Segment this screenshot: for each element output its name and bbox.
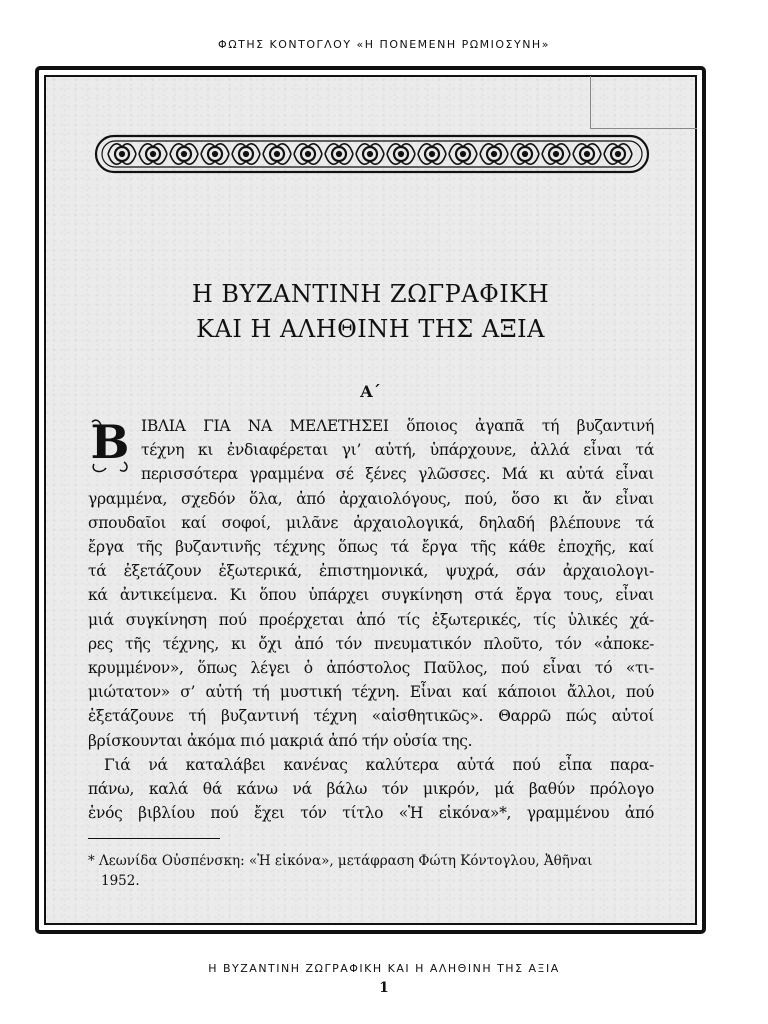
drop-cap-letter: Β (90, 415, 130, 469)
body-text-line: Γιά νά καταλάβει κανένας καλύτερα αὐτά πού εἶπα παρα- (104, 755, 654, 774)
chapter-title-line-1: Η ΒΥΖΑΝΤΙΝΗ ΖΩΓΡΑΦΙΚΗ (191, 280, 550, 308)
body-text-line: βρίσκουνται ἀκόμα πιό μακριά ἀπό τήν οὐσία της. (88, 731, 473, 750)
body-text-line: ἐξετάζουνε τή βυζαντινή τέχνη «αἰσθητικῶς». Θαρρῶ πώς αὐτοί (88, 707, 654, 726)
body-text-line: γραμμένα, σχεδόν ὅλα, ἀπό ἀρχαιολόγους, πού, ὅσο κι ἄν εἶναι (88, 489, 654, 508)
body-text-line: τέχνη κι ἐνδιαφέρεται γι’ αὐτή, ὑπάρχουνε, ἀλλά εἶναι τά (141, 441, 654, 460)
ornament-band (88, 132, 656, 176)
footnote-rule (88, 838, 220, 839)
footer-title: Η ΒΥΖΑΝΤΙΝΗ ΖΩΓΡΑΦΙΚΗ ΚΑΙ Η ΑΛΗΘΙΝΗ ΤΗΣ ΑΞΙΑ (208, 962, 560, 975)
body-text-line: πάνω, καλά θά κάνω νά βάλω τόν μικρόν, μά βαθύν πρόλογο (88, 780, 654, 798)
body-text-line: μιώτατον» σ’ αὐτή τή μυστική τέχνη. Εἶναι καί κάποιοι ἄλλοι, πού (88, 683, 654, 702)
body-text-line: ἑνός βιβλίου πού ἔχει τόν τίτλο «Ἡ εἰκόνα»*, γραμμένου ἀπό (88, 804, 654, 823)
body-text-line: ἔργα τῆς βυζαντινῆς τέχνης ὅπως τά ἔργα τῆς κάθε ἐποχῆς, καί (88, 538, 654, 556)
running-head: ΦΩΤΗΣ ΚΟΝΤΟΓΛΟΥ «Η ΠΟΝΕΜΕΝΗ ΡΩΜΙΟΣΥΝΗ» (218, 38, 550, 51)
drop-cap-initial (88, 414, 132, 476)
body-text-line: περισσότερα γραμμένα σέ ξένες γλῶσσες. Μά κι αὐτά εἶναι (141, 465, 654, 484)
footnote-line-2: 1952. (101, 873, 140, 889)
body-text-line: σπουδαῖοι καί σοφοί, μιλᾶνε ἀρχαιολογικά, δηλαδή βλέπουνε τά (88, 513, 654, 532)
scan-corner-mark (590, 76, 697, 129)
chapter-title-line-2: ΚΑΙ Η ΑΛΗΘΙΝΗ ΤΗΣ ΑΞΙΑ (196, 315, 545, 343)
body-text-line: μιά συγκίνηση πού προέρχεται ἀπό τίς ἐξωτερικές, τίς ὑλικές χά- (88, 610, 654, 629)
body-text-line: τά ἐξετάζουν ἐξωτερικά, ἐπιστημονικά, ψυχρά, σάν ἀρχαιολογι- (88, 562, 654, 581)
footnote-line-1: * Λεωνίδα Οὐσπένσκη: «Ἡ εἰκόνα», μετάφραση Φώτη Κόντογλου, Ἀθῆναι (88, 853, 593, 869)
body-text-line: ρες τῆς τέχνης, κι ὄχι ἀπό τόν πνευματικόν πλοῦτο, τόν «ἀποκε- (88, 634, 654, 653)
body-text-line: κρυμμένον», ὅπως λέγει ὁ ἀπόστολος Παῦλος, πού εἶναι τό «τι- (88, 659, 654, 677)
page-number: 1 (379, 980, 389, 996)
body-text-line: ΙΒΛΙΑ ΓΙΑ ΝΑ ΜΕΛΕΤΗΣΕΙ ὅποιος ἀγαπᾶ τή βυζαντινή (141, 417, 654, 435)
body-text-line: κά ἀντικείμενα. Κι ὅπου ὑπάρχει συγκίνηση στά ἔργα τους, εἶναι (88, 586, 654, 605)
section-number: Α΄ (360, 382, 381, 401)
